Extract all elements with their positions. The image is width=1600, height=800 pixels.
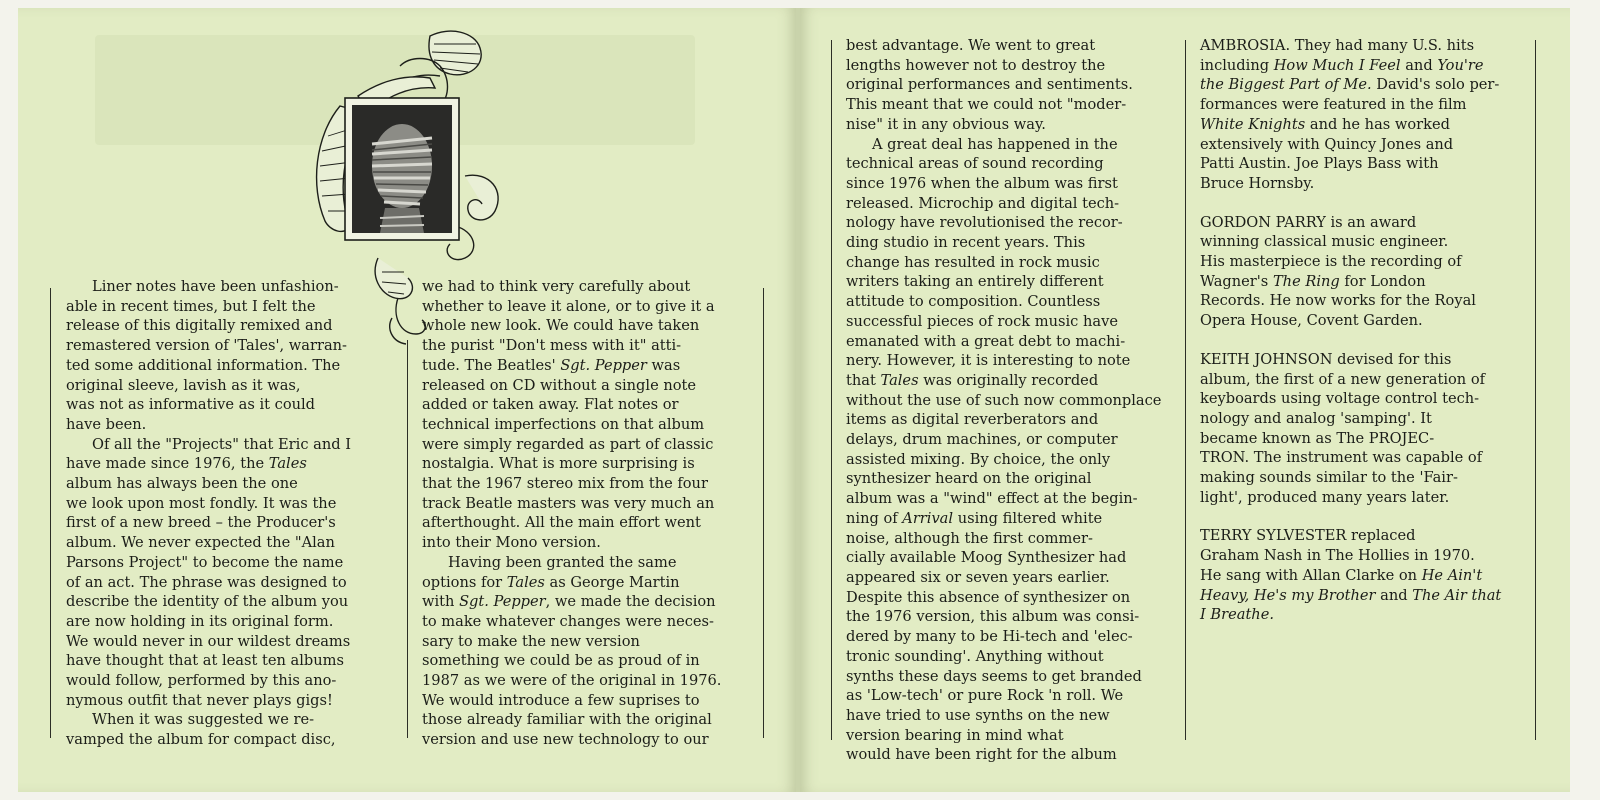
text-line: we had to think very carefully about bbox=[422, 278, 691, 295]
text-line bbox=[1200, 272, 1532, 292]
text-run: for London bbox=[1339, 272, 1426, 290]
text-line: cially available Moog Synthesizer had bbox=[846, 549, 1127, 567]
text-line: Of all the "Projects" that Eric and I bbox=[92, 435, 351, 453]
text-line bbox=[422, 573, 757, 593]
text-run: and bbox=[1400, 56, 1438, 74]
text-run: options for bbox=[422, 573, 507, 591]
text-run: that bbox=[846, 371, 881, 389]
liner-notes-column-3 bbox=[846, 36, 1181, 765]
song-title-arrival: Arrival bbox=[902, 509, 954, 527]
text-line: album, the first of a new generation of bbox=[1200, 370, 1486, 388]
column-rule-right-3 bbox=[1535, 40, 1536, 740]
text-line: without the use of such now commonplace bbox=[846, 391, 1162, 409]
text-line: KEITH JOHNSON devised for this bbox=[1200, 350, 1452, 368]
text-line: Bruce Hornsby. bbox=[1200, 174, 1315, 192]
text-run: and he has worked bbox=[1305, 115, 1450, 133]
text-line bbox=[1200, 605, 1532, 625]
text-line: released on CD without a single note bbox=[422, 376, 697, 394]
text-line: added or taken away. Flat notes or bbox=[422, 396, 679, 414]
column-rule-left-3 bbox=[763, 288, 764, 738]
text-line: whether to leave it alone, or to give it a bbox=[422, 297, 715, 315]
text-line bbox=[846, 371, 1181, 391]
text-run: He sang with Allan Clarke on bbox=[1200, 566, 1422, 584]
song-title: How Much I Feel bbox=[1273, 56, 1401, 74]
text-run: David's solo per- bbox=[1371, 76, 1500, 94]
text-line: best advantage. We went to great bbox=[846, 37, 1096, 54]
text-line bbox=[1200, 115, 1532, 135]
opera-title: The Ring bbox=[1272, 272, 1340, 290]
text-line: album has always been the one bbox=[66, 475, 298, 493]
column-rule-left-2 bbox=[407, 340, 408, 738]
text-line: release of this digitally remixed and bbox=[66, 317, 333, 335]
text-line: synths these days seems to get branded bbox=[846, 667, 1142, 685]
text-run: was originally recorded bbox=[918, 371, 1099, 389]
text-line: have been. bbox=[66, 415, 147, 433]
text-line: have thought that at least ten albums bbox=[66, 652, 344, 670]
text-line: light', produced many years later. bbox=[1200, 488, 1450, 506]
text-line: making sounds similar to the 'Fair- bbox=[1200, 469, 1458, 487]
text-line: album was a "wind" effect at the begin- bbox=[846, 490, 1138, 508]
text-line: as 'Low-tech' or pure Rock 'n roll. We bbox=[846, 687, 1124, 705]
text-line: nology have revolutionised the recor- bbox=[846, 214, 1123, 232]
text-line: Having been granted the same bbox=[448, 553, 677, 571]
paragraph-gap bbox=[1200, 194, 1532, 213]
text-line bbox=[422, 592, 757, 612]
text-line: lengths however not to destroy the bbox=[846, 56, 1106, 74]
text-line: nymous outfit that never plays gigs! bbox=[66, 691, 333, 709]
song-title: the Biggest Part of Me. bbox=[1200, 76, 1372, 94]
album-title-tales: Tales bbox=[268, 455, 307, 473]
text-line: able in recent times, but I felt the bbox=[66, 297, 316, 315]
paragraph-gap bbox=[1200, 331, 1532, 350]
text-line: nology and analog 'samping'. It bbox=[1200, 409, 1432, 427]
text-line: keyboards using voltage control tech- bbox=[1200, 390, 1480, 408]
text-line: This meant that we could not "moder- bbox=[846, 96, 1127, 114]
song-title: The Air that bbox=[1412, 586, 1502, 604]
text-run: and bbox=[1375, 586, 1413, 604]
text-line: into their Mono version. bbox=[422, 534, 601, 552]
text-line: version and use new technology to our bbox=[422, 731, 709, 749]
text-run: Wagner's bbox=[1200, 272, 1273, 290]
paragraph-gap bbox=[1200, 507, 1532, 526]
album-title-tales: Tales bbox=[506, 573, 545, 591]
text-line: TERRY SYLVESTER replaced bbox=[1200, 527, 1416, 545]
column-rule-left-1 bbox=[50, 288, 51, 738]
album-title-tales: Tales bbox=[880, 371, 919, 389]
text-line: AMBROSIA. They had many U.S. hits bbox=[1200, 37, 1475, 54]
text-line: We would never in our wildest dreams bbox=[66, 632, 351, 650]
text-line: to make whatever changes were neces- bbox=[422, 612, 714, 630]
text-line: whole new look. We could have taken bbox=[422, 317, 700, 335]
text-line: extensively with Quincy Jones and bbox=[1200, 135, 1454, 153]
text-line: Despite this absence of synthesizer on bbox=[846, 588, 1131, 606]
text-line bbox=[1200, 586, 1532, 606]
text-line: GORDON PARRY is an award bbox=[1200, 213, 1417, 231]
text-line: winning classical music engineer. bbox=[1200, 233, 1449, 251]
text-line: the purist "Don't mess with it" atti- bbox=[422, 337, 682, 355]
text-line: sary to make the new version bbox=[422, 632, 640, 650]
text-line: those already familiar with the original bbox=[422, 711, 712, 729]
text-run: ning of bbox=[846, 509, 903, 527]
song-title: Heavy, He's my Brother bbox=[1200, 586, 1376, 604]
text-line: technical areas of sound recording bbox=[846, 155, 1104, 173]
text-line: would follow, performed by this ano- bbox=[66, 672, 337, 690]
text-line bbox=[422, 356, 757, 376]
text-line: attitude to composition. Countless bbox=[846, 293, 1101, 311]
text-line: afterthought. All the main effort went bbox=[422, 514, 701, 532]
text-line: since 1976 when the album was first bbox=[846, 174, 1118, 192]
text-line: noise, although the first commer- bbox=[846, 529, 1093, 547]
text-run: tude. The Beatles' bbox=[422, 356, 561, 374]
text-line: version bearing in mind what bbox=[846, 726, 1064, 744]
text-line: original sleeve, lavish as it was, bbox=[66, 376, 301, 394]
text-line: album. We never expected the "Alan bbox=[66, 534, 335, 552]
text-line: Opera House, Covent Garden. bbox=[1200, 312, 1423, 330]
text-line: writers taking an entirely different bbox=[846, 273, 1104, 291]
text-line: Parsons Project" to become the name bbox=[66, 553, 344, 571]
text-run: have made since 1976, the bbox=[66, 455, 269, 473]
text-line bbox=[1200, 566, 1532, 586]
text-line: technical imperfections on that album bbox=[422, 415, 705, 433]
text-line: We would introduce a few suprises to bbox=[422, 691, 700, 709]
text-line: track Beatle masters was very much an bbox=[422, 494, 715, 512]
text-line: assisted mixing. By choice, the only bbox=[846, 450, 1111, 468]
text-line: we look upon most fondly. It was the bbox=[66, 494, 337, 512]
album-title-sgt-pepper: Sgt. Pepper bbox=[560, 356, 647, 374]
text-line: tronic sounding'. Anything without bbox=[846, 647, 1104, 665]
film-title: White Knights bbox=[1200, 115, 1306, 133]
text-run: using filtered white bbox=[953, 509, 1103, 527]
song-title: You're bbox=[1437, 56, 1484, 74]
text-line: were simply regarded as part of classic bbox=[422, 435, 714, 453]
liner-notes-column-2 bbox=[422, 277, 757, 750]
text-line: vamped the album for compact disc, bbox=[66, 731, 336, 749]
text-line bbox=[846, 509, 1181, 529]
column-rule-right-1 bbox=[831, 40, 832, 740]
text-run: , we made the decision bbox=[545, 593, 716, 611]
text-line: TRON. The instrument was capable of bbox=[1200, 449, 1483, 467]
text-line: emanated with a great debt to machi- bbox=[846, 332, 1126, 350]
text-line: Graham Nash in The Hollies in 1970. bbox=[1200, 547, 1475, 565]
text-line: synthesizer heard on the original bbox=[846, 470, 1092, 488]
text-line: would have been right for the album bbox=[846, 746, 1117, 764]
text-run: with bbox=[422, 593, 460, 611]
text-line: was not as informative as it could bbox=[66, 396, 316, 414]
text-line: first of a new breed – the Producer's bbox=[66, 514, 336, 532]
text-line: successful pieces of rock music have bbox=[846, 312, 1118, 330]
text-line: 1987 as we were of the original in 1976. bbox=[422, 672, 722, 690]
text-line: describe the identity of the album you bbox=[66, 593, 349, 611]
text-line bbox=[66, 454, 401, 474]
text-line: appeared six or seven years earlier. bbox=[846, 568, 1110, 586]
text-line: items as digital reverberators and bbox=[846, 411, 1099, 429]
text-line: became known as The PROJEC- bbox=[1200, 429, 1435, 447]
text-line: delays, drum machines, or computer bbox=[846, 431, 1118, 449]
text-line: When it was suggested we re- bbox=[92, 711, 315, 729]
text-line bbox=[1200, 75, 1532, 95]
text-line bbox=[1200, 56, 1532, 76]
text-run: was bbox=[646, 356, 681, 374]
text-line: have tried to use synths on the new bbox=[846, 706, 1110, 724]
text-line: of an act. The phrase was designed to bbox=[66, 573, 347, 591]
text-line: original performances and sentiments. bbox=[846, 76, 1133, 94]
liner-notes-column-1 bbox=[66, 277, 401, 750]
text-line: the 1976 version, this album was consi- bbox=[846, 608, 1140, 626]
text-line: nise" it in any obvious way. bbox=[846, 115, 1046, 133]
text-line: His masterpiece is the recording of bbox=[1200, 253, 1462, 271]
song-title: I Breathe. bbox=[1200, 606, 1274, 624]
text-line: change has resulted in rock music bbox=[846, 253, 1100, 271]
text-line: dered by many to be Hi-tech and 'elec- bbox=[846, 628, 1133, 646]
text-line: A great deal has happened in the bbox=[872, 135, 1118, 153]
text-line: Records. He now works for the Royal bbox=[1200, 292, 1476, 310]
text-line: nostalgia. What is more surprising is bbox=[422, 455, 695, 473]
text-line: released. Microchip and digital tech- bbox=[846, 194, 1120, 212]
text-line: Patti Austin. Joe Plays Bass with bbox=[1200, 155, 1439, 173]
text-line: ted some additional information. The bbox=[66, 356, 341, 374]
text-line: nery. However, it is interesting to note bbox=[846, 352, 1131, 370]
text-run: as George Martin bbox=[544, 573, 680, 591]
album-title-sgt-pepper: Sgt. Pepper bbox=[459, 593, 546, 611]
text-line: remastered version of 'Tales', warran- bbox=[66, 337, 347, 355]
text-line: formances were featured in the film bbox=[1200, 96, 1467, 114]
text-line: ding studio in recent years. This bbox=[846, 234, 1086, 252]
credits-column bbox=[1200, 36, 1532, 625]
text-run: including bbox=[1200, 56, 1274, 74]
text-line: are now holding in its original form. bbox=[66, 612, 334, 630]
column-rule-right-2 bbox=[1185, 40, 1186, 740]
text-line: Liner notes have been unfashion- bbox=[92, 278, 339, 295]
text-line: that the 1967 stereo mix from the four bbox=[422, 475, 708, 493]
text-line: something we could be as proud of in bbox=[422, 652, 700, 670]
song-title: He Ain't bbox=[1421, 566, 1483, 584]
